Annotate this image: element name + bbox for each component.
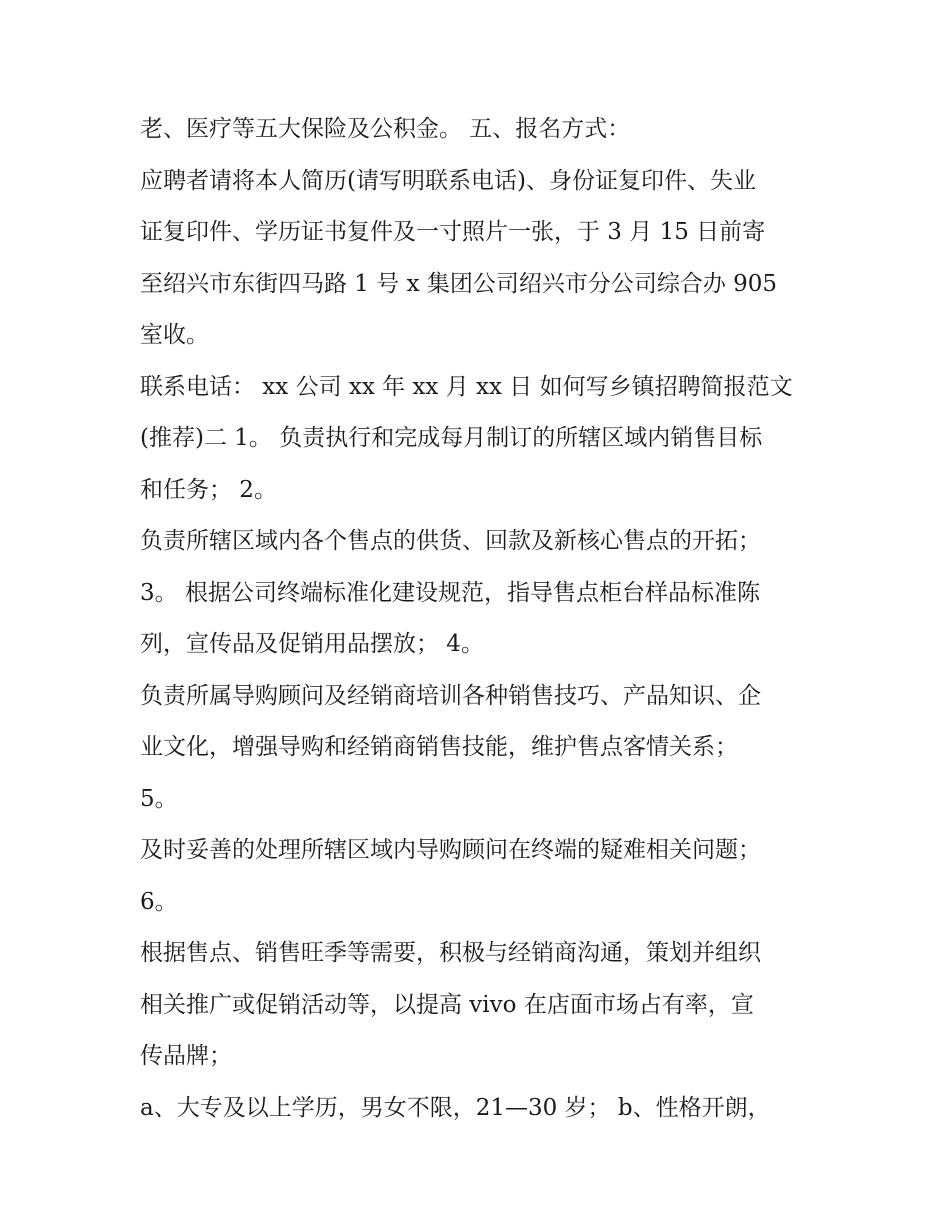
text-line: a、大专及以上学历，男女不限，21—30 岁； b、性格开朗， (140, 1094, 771, 1121)
text-line: (推荐)二 1。 负责执行和完成每月制订的所辖区域内销售目标 (140, 425, 763, 451)
text-line: 业文化，增强导购和经销商销售技能，维护售点客情关系； (140, 734, 738, 760)
text-line: 传品牌； (140, 1043, 232, 1069)
text-line: 5。 (140, 785, 178, 812)
text-line: 负责所辖区域内各个售点的供货、回款及新核心售点的开拓； (140, 528, 761, 554)
text-line: 3。 根据公司终端标准化建设规范，指导售点柜台样品标准陈 (140, 579, 760, 606)
text-line: 6。 (140, 888, 178, 915)
text-line: 根据售点、销售旺季等需要，积极与经销商沟通，策划并组织 (140, 940, 761, 966)
text-line: 及时妥善的处理所辖区域内导购顾问在终端的疑难相关问题； (140, 837, 761, 863)
text-line: 应聘者请将本人简历(请写明联系电话)、身份证复印件、失业 (140, 167, 756, 194)
text-line: 相关推广或促销活动等，以提高 vivo 在店面市场占有率，宣 (140, 991, 754, 1018)
text-line: 联系电话： xx 公司 xx 年 xx 月 xx 日 如何写乡镇招聘简报范文 (140, 373, 793, 400)
text-line: 室收。 (140, 322, 209, 348)
text-line: 至绍兴市东街四马路 1 号 x 集团公司绍兴市分公司综合办 905 (140, 270, 778, 297)
text-line: 证复印件、学历证书复件及一寸照片一张，于 3 月 15 日前寄 (140, 219, 766, 245)
document-body (140, 104, 830, 1134)
text-line: 和任务； 2。 (140, 476, 277, 503)
text-line: 老、医疗等五大保险及公积金。 五、报名方式： (140, 116, 631, 142)
text-line: 列，宣传品及促销用品摆放； 4。 (140, 631, 484, 657)
text-line: 负责所属导购顾问及经销商培训各种销售技巧、产品知识、企 (140, 682, 761, 709)
